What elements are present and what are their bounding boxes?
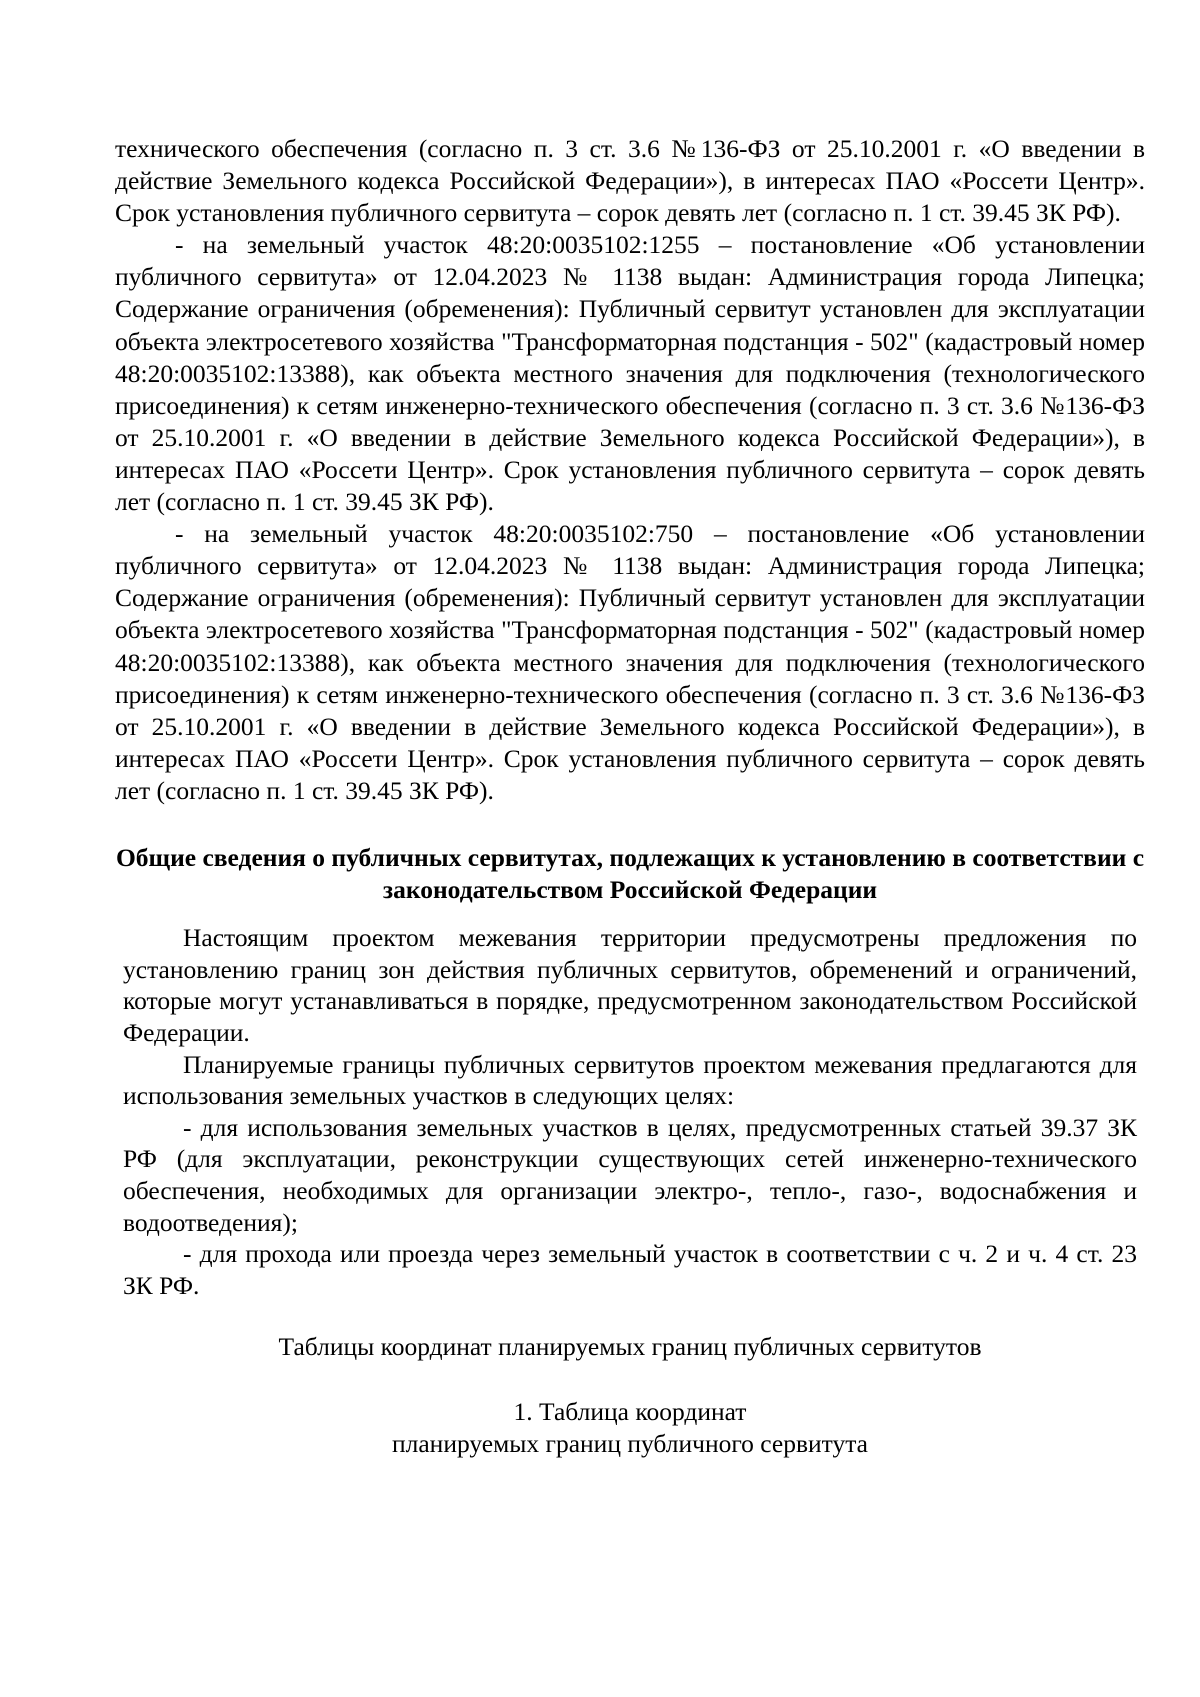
table-title-line-1: 1. Таблица координат xyxy=(513,1397,747,1427)
table-title xyxy=(115,1396,1145,1460)
paragraph-plot-1255: - на земельный участок 48:20:0035102:1255 – постановление «Об установлении публичного сервитута» от 12.04.2023 № 1138 выдан: Администрация города Липецка; Содержание ограничения (обременения): Публичный сервитут установлен для эксплуатации объекта электросетевого хозяйства "Трансформаторная подстанция - 502" (кадастровый номер 48:20:0035102:13388), как объекта местного значения для подключения (технологического присоединения) к сетям инженерно-технического обеспечения (согласно п. 3 ст. 3.6 №136-ФЗ от 25.10.2001 г. «О введении в действие Земельного кодекса Российской Федерации»), в интересах ПАО «Россети Центр». Срок установления публичного сервитута – сорок девять лет (согласно п. 1 ст. 39.45 ЗК РФ). xyxy=(115,230,1145,517)
paragraph-plot-750: - на земельный участок 48:20:0035102:750 – постановление «Об установлении публичного сервитута» от 12.04.2023 № 1138 выдан: Администрация города Липецка; Содержание ограничения (обременения): Публичный сервитут установлен для эксплуатации объекта электросетевого хозяйства "Трансформаторная подстанция - 502" (кадастровый номер 48:20:0035102:13388), как объекта местного значения для подключения (технологического присоединения) к сетям инженерно-технического обеспечения (согласно п. 3 ст. 3.6 №136-ФЗ от 25.10.2001 г. «О введении в действие Земельного кодекса Российской Федерации»), в интересах ПАО «Россети Центр». Срок установления публичного сервитута – сорок девять лет (согласно п. 1 ст. 39.45 ЗК РФ). xyxy=(115,519,1145,805)
paragraph-intro: Настоящим проектом межевания территории предусмотрены предложения по установлению границ зон действия публичных сервитутов, обременений и ограничений, которые могут устанавливаться в порядке, предусмотренном законодательством Российской Федерации. xyxy=(123,923,1137,1047)
table-title-line-2: планируемых границ публичного сервитута xyxy=(391,1429,869,1459)
paragraph-purposes: Планируемые границы публичных сервитутов проектом межевания предлагаются для использования земельных участков в следующих целях: xyxy=(123,1049,1137,1111)
paragraph-continuation: технического обеспечения (согласно п. 3 ст. 3.6 №136-ФЗ от 25.10.2001 г. «О введении в действие Земельного кодекса Российской Федерации»), в интересах ПАО «Россети Центр». Срок установления публичного сервитута – сорок девять лет (согласно п. 1 ст. 39.45 ЗК РФ). xyxy=(115,134,1145,228)
list-item-purpose-passage: - для прохода или проезда через земельный участок в соответствии с ч. 2 и ч. 4 ст. 23 ЗК РФ. xyxy=(123,1239,1137,1300)
servitude-list xyxy=(115,133,1145,807)
section-body xyxy=(115,922,1145,1301)
tables-heading: Таблицы координат планируемых границ публичных сервитутов xyxy=(278,1332,982,1362)
section-heading: Общие сведения о публичных сервитутах, подлежащих к установлению в соответствии с законодательством Российской Федерации xyxy=(115,842,1145,905)
list-item-purpose-engineering: - для использования земельных участков в целях, предусмотренных статьей 39.37 ЗК РФ (для эксплуатации, реконструкции существующих сетей инженерно-технического обеспечения, необходимых для организации электро-, тепло-, газо-, водоснабжения и водоотведения); xyxy=(123,1112,1137,1237)
document-page xyxy=(115,133,1145,1460)
